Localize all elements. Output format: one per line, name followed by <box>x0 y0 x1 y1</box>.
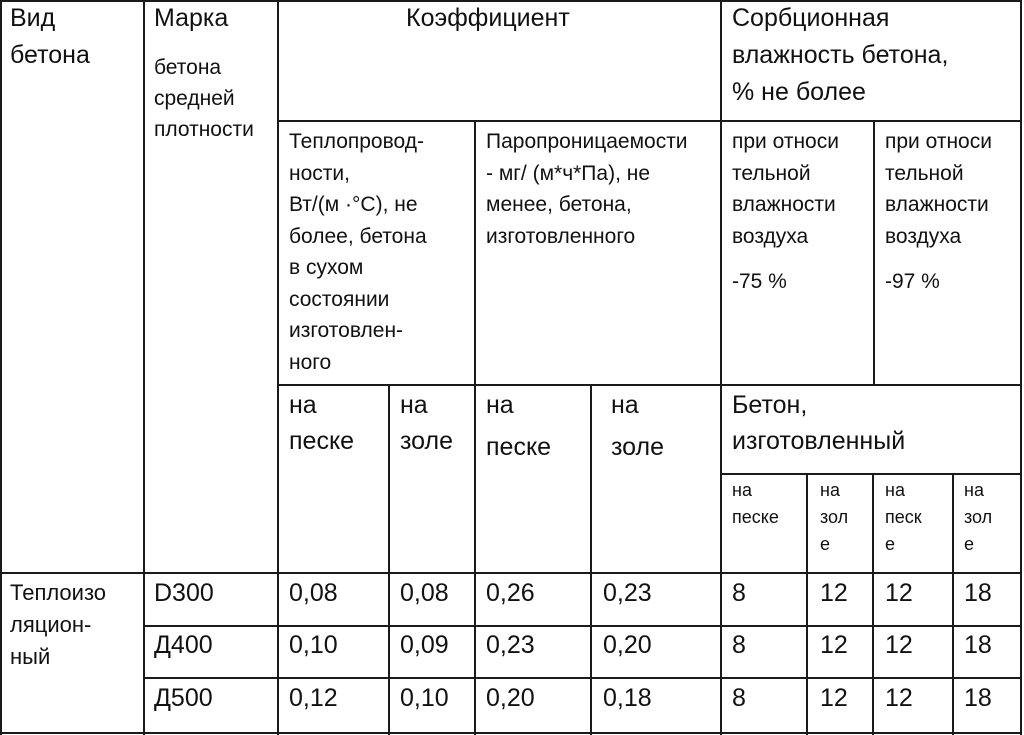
header-sub-ash-97: на зол е <box>964 480 993 554</box>
vline <box>873 120 875 385</box>
header-concrete-made: Бетон, изготовленный <box>732 391 906 455</box>
header-sorption: Сорбционная влажность бетона, % не более <box>732 4 949 106</box>
cell-s75-sand: 8 <box>732 684 746 712</box>
cell-s97-sand: 12 <box>885 684 913 712</box>
header-thermal-ash: на золе <box>400 391 454 455</box>
vline <box>806 474 808 735</box>
cell-vapor-ash: 0,18 <box>603 684 652 712</box>
cell-thermal-sand: 0,12 <box>289 684 338 712</box>
cell-thermal-ash: 0,08 <box>400 579 449 607</box>
vline <box>0 0 2 735</box>
cell-thermal-sand: 0,08 <box>289 579 338 607</box>
row-type-label: Теплоизо ляцион- ный <box>10 580 107 669</box>
cell-vapor-sand: 0,23 <box>486 631 535 659</box>
header-humidity-75: при относи тельной влажности воздуха -75 % <box>732 130 839 293</box>
hline <box>143 677 1022 679</box>
header-sub-ash-75: на зол е <box>820 480 849 554</box>
hline <box>277 384 1022 386</box>
cell-s75-ash: 12 <box>820 684 848 712</box>
vline <box>952 474 954 735</box>
hline <box>0 732 1022 734</box>
cell-s97-ash: 18 <box>964 684 992 712</box>
cell-s75-sand: 8 <box>732 579 746 607</box>
cell-s97-ash: 18 <box>964 631 992 659</box>
header-sub-sand-75: на песке <box>732 480 779 527</box>
hline <box>143 625 1022 627</box>
cell-thermal-sand: 0,10 <box>289 631 338 659</box>
header-grade-title: Марка <box>154 4 229 32</box>
cell-s97-ash: 18 <box>964 579 992 607</box>
header-thermal-sand: на песке <box>289 391 355 455</box>
vline <box>590 385 592 735</box>
cell-grade: Д400 <box>154 631 213 659</box>
cell-thermal-ash: 0,09 <box>400 631 449 659</box>
header-concrete-type: Вид бетона <box>10 4 90 69</box>
cell-thermal-ash: 0,10 <box>400 684 449 712</box>
cell-vapor-ash: 0,23 <box>603 579 652 607</box>
cell-s97-sand: 12 <box>885 579 913 607</box>
vline <box>872 474 874 735</box>
cell-s75-ash: 12 <box>820 631 848 659</box>
cell-s97-sand: 12 <box>885 631 913 659</box>
hline <box>277 120 1022 122</box>
header-vapor-ash: на золе <box>611 391 665 461</box>
cell-grade: D300 <box>154 579 214 607</box>
cell-s75-ash: 12 <box>820 579 848 607</box>
header-humidity-97: при относи тельной влажности воздуха -97 % <box>885 130 992 293</box>
hline <box>720 473 1022 475</box>
cell-s75-sand: 8 <box>732 631 746 659</box>
cell-grade: Д500 <box>154 684 213 712</box>
cell-vapor-sand: 0,20 <box>486 684 535 712</box>
header-coefficient: Коэффициент <box>406 4 570 32</box>
header-grade-sub: бетона средней плотности <box>154 56 254 141</box>
header-thermal-conductivity: Теплопровод- ности, Вт/(м ·°С), не более, бетона в сухом состоянии изготовлен- ного <box>289 130 427 374</box>
header-sub-sand-97: на песк е <box>885 480 922 554</box>
cell-vapor-ash: 0,20 <box>603 631 652 659</box>
hline <box>0 572 1022 574</box>
vline <box>474 120 476 735</box>
cell-vapor-sand: 0,26 <box>486 579 535 607</box>
header-vapor-permeability: Паропроницаемости - мг/ (м*ч*Па), не менее, бетона, изготовленного <box>486 130 688 248</box>
vline <box>388 385 390 735</box>
header-vapor-sand: на песке <box>486 391 552 461</box>
